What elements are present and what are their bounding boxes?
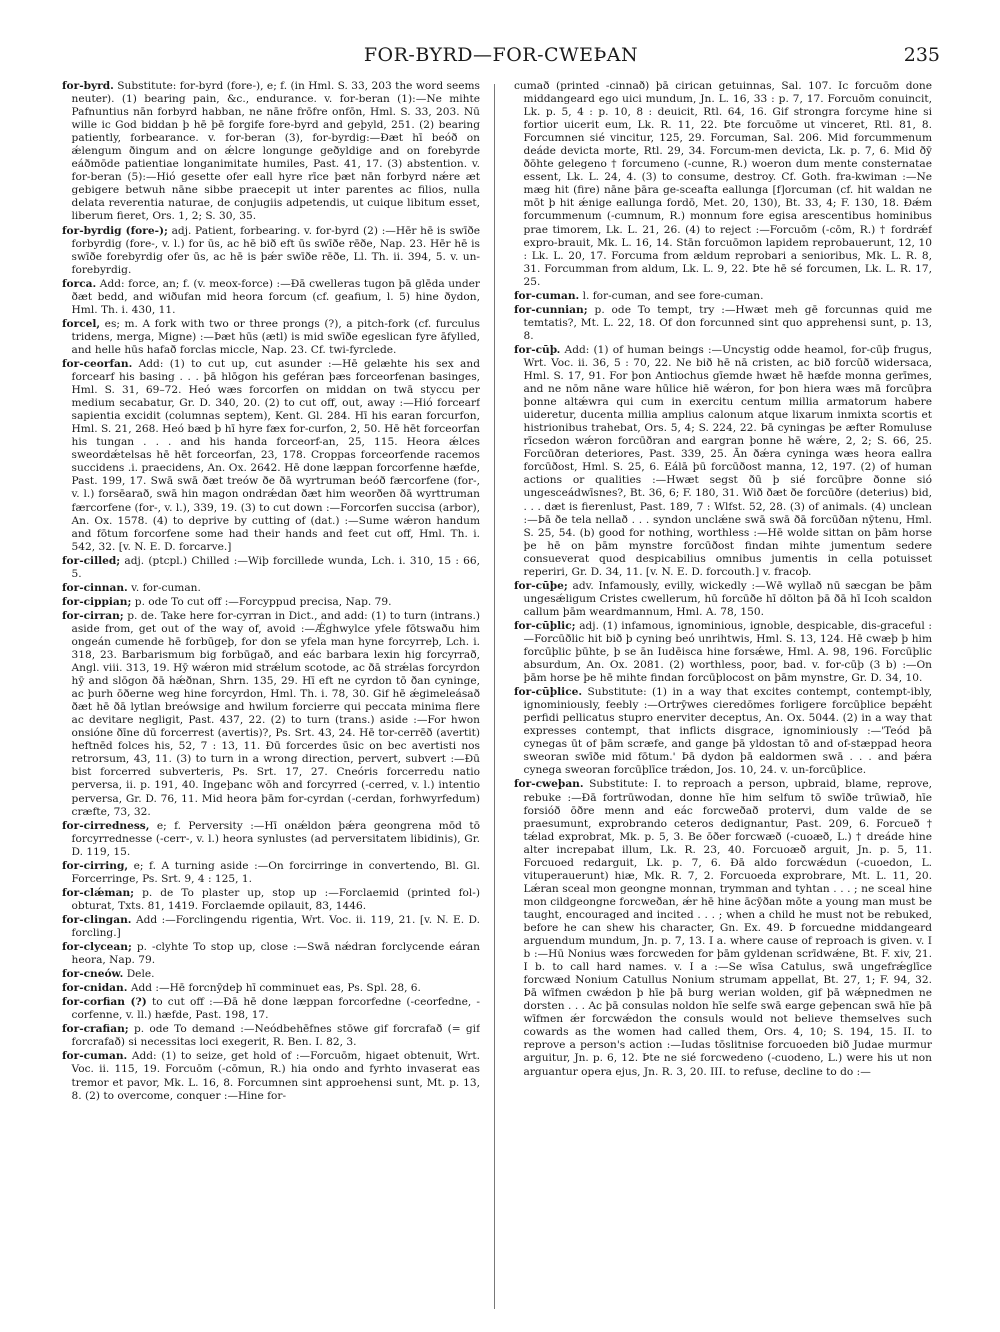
dictionary-entry (62, 860, 480, 886)
dictionary-entry (62, 887, 480, 913)
entry-headword: for-clycean; (62, 941, 132, 954)
entry-headword: forcel, (62, 317, 101, 330)
entry-body: Add :—Forclingendu rigentia, Wrt. Voc. ii. 119, 21. [v. N. E. D. forcling.] (71, 913, 480, 939)
dictionary-entry (62, 225, 480, 277)
dictionary-entry (514, 290, 932, 303)
dictionary-entry (514, 778, 932, 1078)
entry-headword: for-cunnian; (514, 303, 588, 316)
entry-body: p. ode To cut off :—Forcyppud precisa, Nap. 79. (134, 595, 392, 608)
entry-headword: forca. (62, 277, 97, 290)
entry-headword: for-cippian; (62, 595, 132, 608)
dictionary-entry (62, 80, 480, 224)
dictionary-entry (62, 358, 480, 554)
entry-body: Add: (1) of human beings :—Uncystig odde heamol, for-cūþ frugus, Wrt. Voc. ii. 36, 5 : 70, 22. Ne bið hē nā cristen, ac bið forcūð widersaca, Hml. S. 17, 91. For þon Antiochus gīemde hwæt hē hæfde monna gerīmes, and ne nōm nāne ware hūlice hiē wǽron, for þon hiera wæs mā forcūþra þonne altǽwra qui cum in exercitu centum millia armatorum habere uideretur, ducenta millia amplius calonum atque lixarum inmixta scortis et histrionibus trahebat, Ors. 5, 4; S. 224, 22. Þā cyningas þe æfter Romuluse rīcsedon wǽron forcūðran and eargran þonne hē wǽre, 2, 2; S. 66, 25. Forcūðran deteriores, Past. 339, 25. Ān ðǽra cyninga wæs heora eallra forcūðost, Hml. S. 25, 6. Eálā þū forcūðost manna, 12, 197. (2) of human actions or qualities :—Hwæt segst ðū þ sié forcūþre ðonne sió ungesceádwīsnes?, Bt. 36, 6; F. 180, 31. Wið ðæt ðe forcūðre (deterius) bid, . . . dæt is fierenlust, Past. 189, 7 : Wlfst. 52, 28. (3) of animals. (4) unclean :—Þā ðe tela nellað . . . syndon unclǽne swā swā ðā forcūðan nȳtenu, Hml. S. 25, 54. (b) good for nothing, worthless :—Hē wolde sittan on þām horse þe hē on þām mynstre forcūðost findan mihte jumentum sedere consueverat quod despicabilius omnibus jumentis in cella potuisset reperiri, Gr. D. 34, 11. [v. N. E. D. forcouth.] v. fracoþ. (523, 343, 932, 578)
entry-body: Add: (1) to seize, get hold of :—Forcuōm, higaet obtenuit, Wrt. Voc. ii. 115, 19. Forcuōm (-cōmun, R.) hia ondo and fyrhto invaserat eas tremor et pavor, Mk. L. 16, 8. Forcumnen sint approehensi sunt, Mt. p. 13, 8. (2) to overcome, conquer :—Hine for- (71, 1050, 480, 1102)
dictionary-entry (62, 914, 480, 940)
right-column (514, 80, 932, 1315)
entry-headword: for-cuman. (62, 1050, 128, 1063)
entry-headword: for-cweþan. (514, 778, 584, 791)
dictionary-entry (62, 555, 480, 581)
dictionary-entry (62, 1023, 480, 1049)
entry-headword: for-cirredness, (62, 819, 150, 832)
entry-headword: for-cūþlice. (514, 686, 583, 699)
entry-body: v. for-cuman. (131, 581, 201, 594)
entry-body: e; f. A turning aside :—On forcirringe in convertendo, Bl. Gl. Forcerringe, Ps. Srt. 9, 4 : 125, 1. (71, 859, 480, 885)
dictionary-entry (514, 620, 932, 685)
entry-headword: for-cneów. (62, 968, 124, 981)
entry-body: Substitute: for-byrd (fore-), e; f. (in Hml. S. 33, 203 the word seems neuter). (1) bearing pain, &c., endurance. v. for-beran (1):—Ne mihte Pafnuntius nān forbyrd habban, ne nāne frōfre onfōn, Hml. S. 33, 203. Nū wille ic God biddan þ hē þē forgife fore-byrd and geþyld, 251. (2) bearing patiently, forbearance. v. for-beran (3), for-byrdig:—Ðæt hī beóð on ǽlengum ðingum and on ǽlcre longunge geðyldige and on forebyrde eáðmōde patientiae longanimitate humiles, Past. 41, 17. (3) abstention. v. for-beran (5):—Hió gesette ofer eall hyre rīce þæt nān forbyrd nǽre æt gebigere betwuh nāne sibbe praecepit ut inter parentes ac filios, nulla delata reverentia naturae, de conjugiis adpetendis, ut cuique libitum esset, liberum fieret, Ors. 1, 2; S. 30, 35. (71, 80, 480, 223)
dictionary-entry (514, 80, 932, 289)
entry-body: cumað (printed -cinnað) þā cirican getuinnas, Sal. 107. Ic forcuōm done middangeard ego uici mundum, Jn. L. 16, 33 : p. 7, 17. Forcuōm conuincit, Lk. p. 5, 4 : p. 10, 8 : deuicit, Rtl. 64, 16. Gif strongra forcyme hine si fortior uicerit eum, Lk. R. 11, 22. Þte forcuōme ut vinceret, Rtl. 81, 8. Forcumnen sié vincitur, 125, 29. Forcuman, Sal. 206. Mid forcummenum deáde devicta morte, Rtl. 29, 34. Forcum-men devicta, Lk. p. 7, 6. Mid ðȳ ðōhte gelegeno † forcumeno (-cunne, R.) woeron dum mente consternatae essent, Lk. L. 24, 4. (3) to consume, destroy. Cf. Goth. fra-kwiman :—Ne mæg hit (fire) nāne þāra ge-sceafta eallunga [f]orcuman (cf. hit waldan ne mōt þ hit ǽnige eallunga fordō, Met. 20, 130), Bt. 33, 4; F. 130, 18. Ðǽm forcummenum (-cumnum, R.) monnum fore egisa arescentibus hominibus prae timorem, Lk. L. 21, 26. (4) to reject :—Forcuōm (-cōm, R.) † fordrǽf expro-brauit, Mk. L. 16, 14. Stān forcuōmon lapidem reprobauerunt, 12, 10 : Lk. L. 20, 17. Forcuma from ældum reprobari a senioribus, Mk. L. R. 8, 31. Forcumman from aldum, Lk. L. 9, 22. Þte hē sé forcumen, Lk. L. R. 17, 25. (514, 80, 932, 288)
dictionary-entry (62, 278, 480, 317)
entry-body: l. for-cuman, and see fore-cuman. (582, 289, 764, 302)
entry-body: to cut off :—Ðā hē done læppan forcorfedne (-ceorfedne, -corfenne, v. ll.) hæfde, Past. 198, 17. (71, 996, 480, 1022)
entry-body: p. de To plaster up, stop up :—Forclaemid (printed fol-) obturat, Txts. 81, 1419. Forclaemde opilauit, 83, 1446. (71, 886, 480, 912)
dictionary-entry (514, 580, 932, 619)
entry-body: adv. Infamously, evilly, wickedly :—Wē wyllað nū sæcgan be þām ungesǽligum Cristes cwellerum, hū forcūðe hī dōlton þā ðā hī Icoh scaldon callum þām weardmannum, Hml. A. 78, 150. (523, 579, 932, 618)
entry-headword: for-cūþlic; (514, 619, 576, 632)
entry-headword: for-cūþe; (514, 579, 568, 592)
column-divider (494, 84, 495, 1309)
entry-headword: for-ceorfan. (62, 357, 133, 370)
entry-headword: for-clǽman; (62, 886, 135, 899)
entry-body: Add: (1) to cut up, cut asunder :—Hē gelæhte his sex and forcearf his basing . . . þā hlōgon his geféran þæs forceorfenan basinges, Hml. S. 31, 69–72. Heó wæs forcorfen on middan on twā styccu per medium secabatur, Gr. D. 340, 20. (2) to cut off, out, away :—Hió forcearf sapientia excidit (columnas septem), Kent. Gl. 284. Hī his earan forcurfon, Hml. S. 21, 268. Heó bæd þ hī hyre fæx for-curfon, 2, 50. Hē hēt forceorfan his tungan . . . and his handa forceorf-an, 25, 115. Heora ǽlces sweordǽtelsas hē hēt forceorfan, 23, 178. Croppas forceorfende racemos succidens .i. praecidens, An. Ox. 2642. Hē done læppan forcorfenne hæfde, Past. 199, 17. Swā swā ðæt treów ðe ðā wyrtruman beóð færcorfene (for-, v. l.) forsēarað, swā hin magon ondrǽdan ðæt him weorðen ðā wyrttruman færcorfene (for-, v. l.), 339, 19. (3) to cut down :—Forcorfen succisa (arbor), An. Ox. 1578. (4) to deprive by cutting of (dat.) :—Sume wǽron handum and fōtum forcorfene some had their hands and feet cut off, Hml. Th. i. 542, 32. [v. N. E. D. forcarve.] (71, 357, 480, 553)
dictionary-entry (62, 596, 480, 609)
entry-body: es; m. A fork with two or three prongs (?), a pitch-fork (cf. furculus tridens, merga, Migne) :—Þæt hūs (ætl) is mid swīðe egeslican fyre āfylled, and helle hūs hafað forclas miccle, Nap. 23. Cf. twi-fyrclede. (71, 317, 480, 356)
entry-body: p. -clyhte To stop up, close :—Swā nǽdran forclycende eáran heora, Nap. 79. (71, 941, 480, 967)
dictionary-entry (62, 996, 480, 1022)
dictionary-entry (62, 1050, 480, 1102)
dictionary-entry (62, 982, 480, 995)
entry-body: p. ode To tempt, try :—Hwæt meh gē forcunnas quid me temtatis?, Mt. L. 22, 18. Of don forcunned sint quo apprehensi sunt, p. 13, 8. (523, 303, 932, 342)
dictionary-entry (62, 582, 480, 595)
dictionary-entry (514, 686, 932, 777)
entry-body: p. ode To demand :—Neódbehēfnes stōwe gif forcrafað (= gif forcrafað) si necessitas loci exegerit, R. Ben. I. 82, 3. (71, 1023, 480, 1049)
page-header (62, 44, 940, 72)
entry-headword: for-crafian; (62, 1023, 129, 1036)
entry-headword: for-cinnan. (62, 581, 128, 594)
entry-body: adj. (ptcpl.) Chilled :—Wiþ forcillede wunda, Lch. i. 310, 15 : 66, 5. (71, 554, 480, 580)
dictionary-entry (62, 941, 480, 967)
entry-headword: for-byrd. (62, 80, 114, 92)
entry-body: Substitute: I. to reproach a person, upbraid, blame, reprove, rebuke :—Ðā fortrūwodan, donne hīe him selfum tō swīðe trūwiað, hīe forsióð ōðre menn and eác forcweðað protervi, dum valde de se praesumunt, exprobrando ceteros dedignantur, Past. 209, 6. Forcueð † tǽlad exprobrat, Mk. p. 5, 3. Be ōðer forcwæð (-cuoæð, L.) † dreáde hine alter increpabat illum, Lk. R. 23, 40. Forcuoæð arguit, Jn. p. 5, 11. Forcuoed redarguit, Lk. p. 7, 6. Ðā aldo forcwǽdun (-cuoedon, L. vituperauerunt) hiæ, Mk. R. 7, 2. Forcuoeda exprobrare, Mt. L. 11, 20. Lǽran sceal mon geongne monnan, trymman and tyhtan . . . ; ne sceal hine mon cildgeongne forcweðan, ǽr hē hine ācȳðan mōte a young man must be taught, encouraged and incited . . . ; when a child he must not be rebuked, before he can shew his character, Gn. Ex. 49. Þ forcuedne middangeard arguendum mundum, Jn. p. 7, 13. I a. where cause of reproach is given. v. I b :—Hū Nonius wæs forcweden for þām gyldenan scrīdwǽne, Bt. F. xiv, 21. I b. to call hard names. v. I a :—Se wīsa Catulus, swā ungefrǽglīce forcwæd Nonium Catullus Nonium strumam appellat, Bt. 27, 1; F. 94, 32. Þā wīfmen cwǽdon þ hīe þā burg werian wolden, gif þā wǽpnedmen ne dorsten . . . Ac þā consulas noldon hīe selfe swā earge geþencan swā hīe þā wīfmen ǽr forcwǽdon the consuls would not believe themselves such cowards as the women had called them, Ors. 4, 10; S. 194, 15. II. to reprove a person's action :—Iudas tōslitnise forcuoeden bið Judae murmur arguitur, Jn. p. 6, 12. Þte ne sié forcwedeno (-cuodeno, L.) were his ut non arguantur opera ejus, Jn. R. 3, 20. III. to refuse, decline to do :— (523, 778, 932, 1078)
entry-body: Dele. (126, 968, 155, 981)
entry-headword: for-cūþ. (514, 343, 561, 356)
entry-headword: for-corfian (?) (62, 996, 147, 1009)
entry-headword: for-cirring, (62, 859, 129, 872)
entry-body: adj. Patient, forbearing. v. for-byrd (2) :—Hēr hē is swīðe forbyrdig (fore-, v. l.) for ūs, ac hē bið eft ūs swīðe rēðe, Nap. 23. Hēr hē is swīðe forebyrdig ofer ūs, ac hē is þǽr swīðe rēðe, Ll. Th. ii. 394, 5. v. un-forebyrdig. (71, 224, 480, 276)
entry-headword: for-cuman. (514, 289, 580, 302)
entry-headword: for-byrdig (fore-); (62, 224, 168, 237)
entry-headword: for-cnidan. (62, 982, 128, 995)
entry-headword: for-clingan. (62, 913, 132, 926)
entry-body: Substitute: (1) in a way that excites contempt, contempt-ibly, ignominiously, feebly :—Ortrȳwes cieredōmes forligere forcūþlice bepǽht perfidi pellicatus stupro enerviter deceptus, An. Ox. 5044. (2) in a way that expresses contempt, that inflicts disgrace, ignominiously :—'Teód þā cynegas ūt of þām scræfe, and gange þā yldostan tō and of-stæppad heora sweoran swīðe mid fōtum.' Þā dydon þā ealdormen swā . . . and þǽra cynega sweoran forcūþlīce trǽdon, Jos. 10, 24. v. un-forcūþlice. (523, 686, 932, 777)
page-number: 235 (903, 44, 940, 66)
dictionary-entry (62, 820, 480, 859)
dictionary-entry (62, 318, 480, 357)
entry-body: Add :—Hē forcnȳdeþ hī comminuet eas, Ps. Spl. 28, 6. (130, 982, 421, 995)
entry-body: Add: force, an; f. (v. meox-force) :—Ðā cwelleras tugon þā glēda under ðæt bedd, and wiðufan mid heora forcum (cf. geafium, l. 5) hine ðydon, Hml. Th. i. 430, 11. (71, 277, 480, 316)
entry-body: e; f. Perversity :—Hī onǽldon þǽra geongrena mōd tō forcyrrednesse (-cerr-, v. l.) heora synlustes (ad perversitatem libidinis), Gr. D. 119, 15. (71, 819, 480, 858)
running-head: FOR-BYRD—FOR-CWEÞAN (363, 44, 639, 66)
left-column (62, 80, 480, 1315)
entry-headword: for-cirran; (62, 609, 124, 622)
entry-headword: for-cilled; (62, 554, 121, 567)
dictionary-entry (62, 968, 480, 981)
entry-body: adj. (1) infamous, ignominious, ignoble, despicable, dis-graceful :—Forcūðlic hit bið þ cyning beó unrihtwis, Hml. S. 13, 124. Hē cwæþ þ him forcūþlic þūhte, þ se ān Iudēisca hine forsǽwe, Hml. A. 98, 196. Forcūþlic absurdum, An. Ox. 2081. (2) worthless, poor, bad. v. for-cūþ (3 b) :—On þām horse þe hē mihte findan forcūþlocost on þām mynstre, Gr. D. 34, 10. (523, 619, 932, 685)
dictionary-entry (514, 304, 932, 343)
dictionary-entry (62, 610, 480, 819)
entry-body: p. de. Take here for-cyrran in Dict., and add: (1) to turn (intrans.) aside from, get out of the way of, avoid :—Ǽghwylce yfele fōtswaðu him ongeán cumende hē forbūgeþ, for don se yfela man hyne forcyrreþ, Lch. i. 318, 23. Barbarismum big forbūgað, and eác barbara lexin hig forcyrrað, Angl. viii. 313, 19. Hȳ wǽron mid strǽlum scotode, ac ðā strǽlas forcyrdon hȳ and slōgon ðā hǽðnan, Shrn. 135, 29. Hī eft ne cyrdon tō ðan cyninge, ac þurh ōðerne weg hine forcyrdon, Hml. Th. i. 78, 30. Gif hē ǽgimeleásað ðæt hē ðā lytlan breówsige and hwilum forcierre qui peccata minima flere ac devitare negligit, Past. 437, 22. (2) to turn (trans.) aside :—For hwon onsióne ðīne dū forcerrest (avertis)?, Ps. Srt. 43, 24. Hē tor-cerrēð (avertit) heftnēd folces his, 52, 7 : 13, 11. Ðū forcerdes ūsic on bec avertisti nos retrorsum, 43, 11. (3) to turn in a wrong direction, pervert, subvert :—Ðū bist forcerred subverteris, Ps. Srt. 17, 27. Cneóris forcerredu natio perversa, ii. p. 191, 40. Ingeþanc wōh and forcyrred (-cerred, v. l.) intentio perversa, Gr. D. 76, 11. Mid heora þām for-cyrdan (-cerdan, forhwyrfedum) cræfte, 73, 32. (71, 609, 480, 818)
dictionary-entry (514, 344, 932, 579)
